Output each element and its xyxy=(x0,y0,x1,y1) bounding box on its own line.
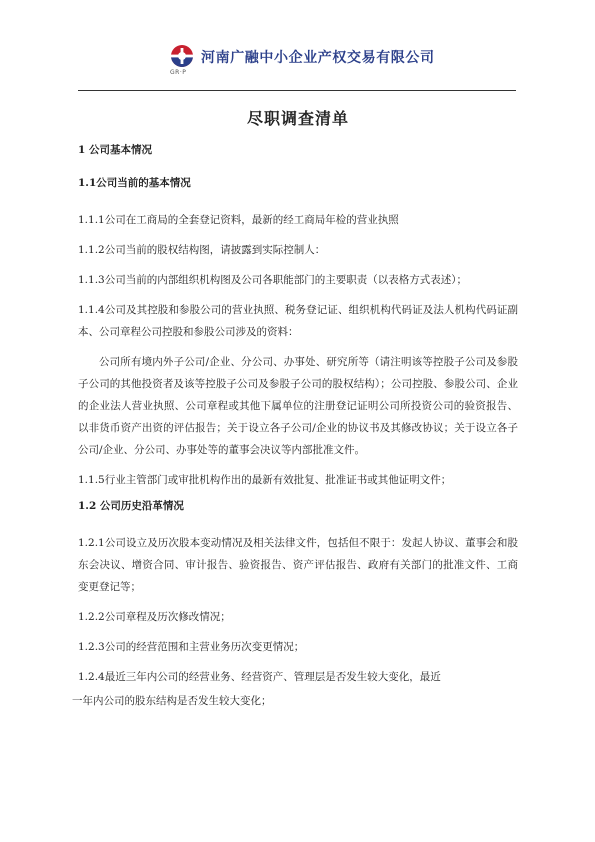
page-header xyxy=(0,0,595,92)
header-divider xyxy=(78,90,516,91)
item-1-1-5: 1.1.5行业主管部门或审批机构作出的最新有效批复、批准证书或其他证明文件； xyxy=(78,474,452,486)
item-1-1-1: 1.1.1公司在工商局的全套登记资料，最新的经工商局年检的营业执照 xyxy=(78,214,399,226)
item-1-1-2: 1.1.2公司当前的股权结构图，请披露到实际控制人： xyxy=(78,244,326,256)
item-1-2-3: 1.2.3公司的经营范围和主营业务历次变更情况； xyxy=(78,641,305,653)
section-heading-1-1: 1.1公司当前的基本情况 xyxy=(78,177,191,189)
section-heading-1-2: 1.2 公司历史沿革情况 xyxy=(78,500,184,512)
item-1-2-2: 1.2.2公司章程及历次修改情况； xyxy=(78,611,231,623)
company-logo-icon xyxy=(170,44,194,68)
item-1-2-1: 1.2.1公司设立及历次股本变动情况及相关法律文件，包括但不限于：发起人协议、董事会和股东会决议、增资合同、审计报告、验资报告、资产评估报告、政府有关部门的批准文件、工商变更登记等； xyxy=(78,537,518,593)
item-1-2-4: 1.2.4最近三年内公司的经营业务、经营资产、管理层是否发生较大变化，最近 xyxy=(78,671,441,683)
logo-caption: GR·P xyxy=(170,69,187,76)
item-1-1-4: 1.1.4公司及其控股和参股公司的营业执照、税务登记证、组织机构代码证及法人机构代码证副本、公司章程公司控股和参股公司涉及的资料： xyxy=(78,304,518,338)
document-title: 尽职调查清单 xyxy=(246,109,349,128)
company-name: 河南广融中小企业产权交易有限公司 xyxy=(201,50,435,66)
section-heading-1: 1 公司基本情况 xyxy=(78,144,152,156)
item-1-1-3: 1.1.3公司当前的内部组织机构图及公司各职能部门的主要职责（以表格方式表述）； xyxy=(78,274,467,286)
document-body xyxy=(72,106,518,720)
item-1-2-4-continued: 一年内公司的股东结构是否发生较大变化； xyxy=(72,695,272,707)
item-1-1-4-detail: 公司所有境内外子公司/企业、分公司、办事处、研究所等（请注明该等控股子公司及参股子公司的其他投资者及该等控股子公司及参股子公司的股权结构）；公司控股、参股公司、企业的企业法人营业执照、公司章程或其他下属单位的注册登记证明公司所投资公司的验资报告、以非货币资产出资的评估报告；关于设立各子公司/企业的协议书及其修改协议；关于设立各子公司/企业、分公司、办事处等的董事会决议等内部批准文件。 xyxy=(78,356,518,456)
